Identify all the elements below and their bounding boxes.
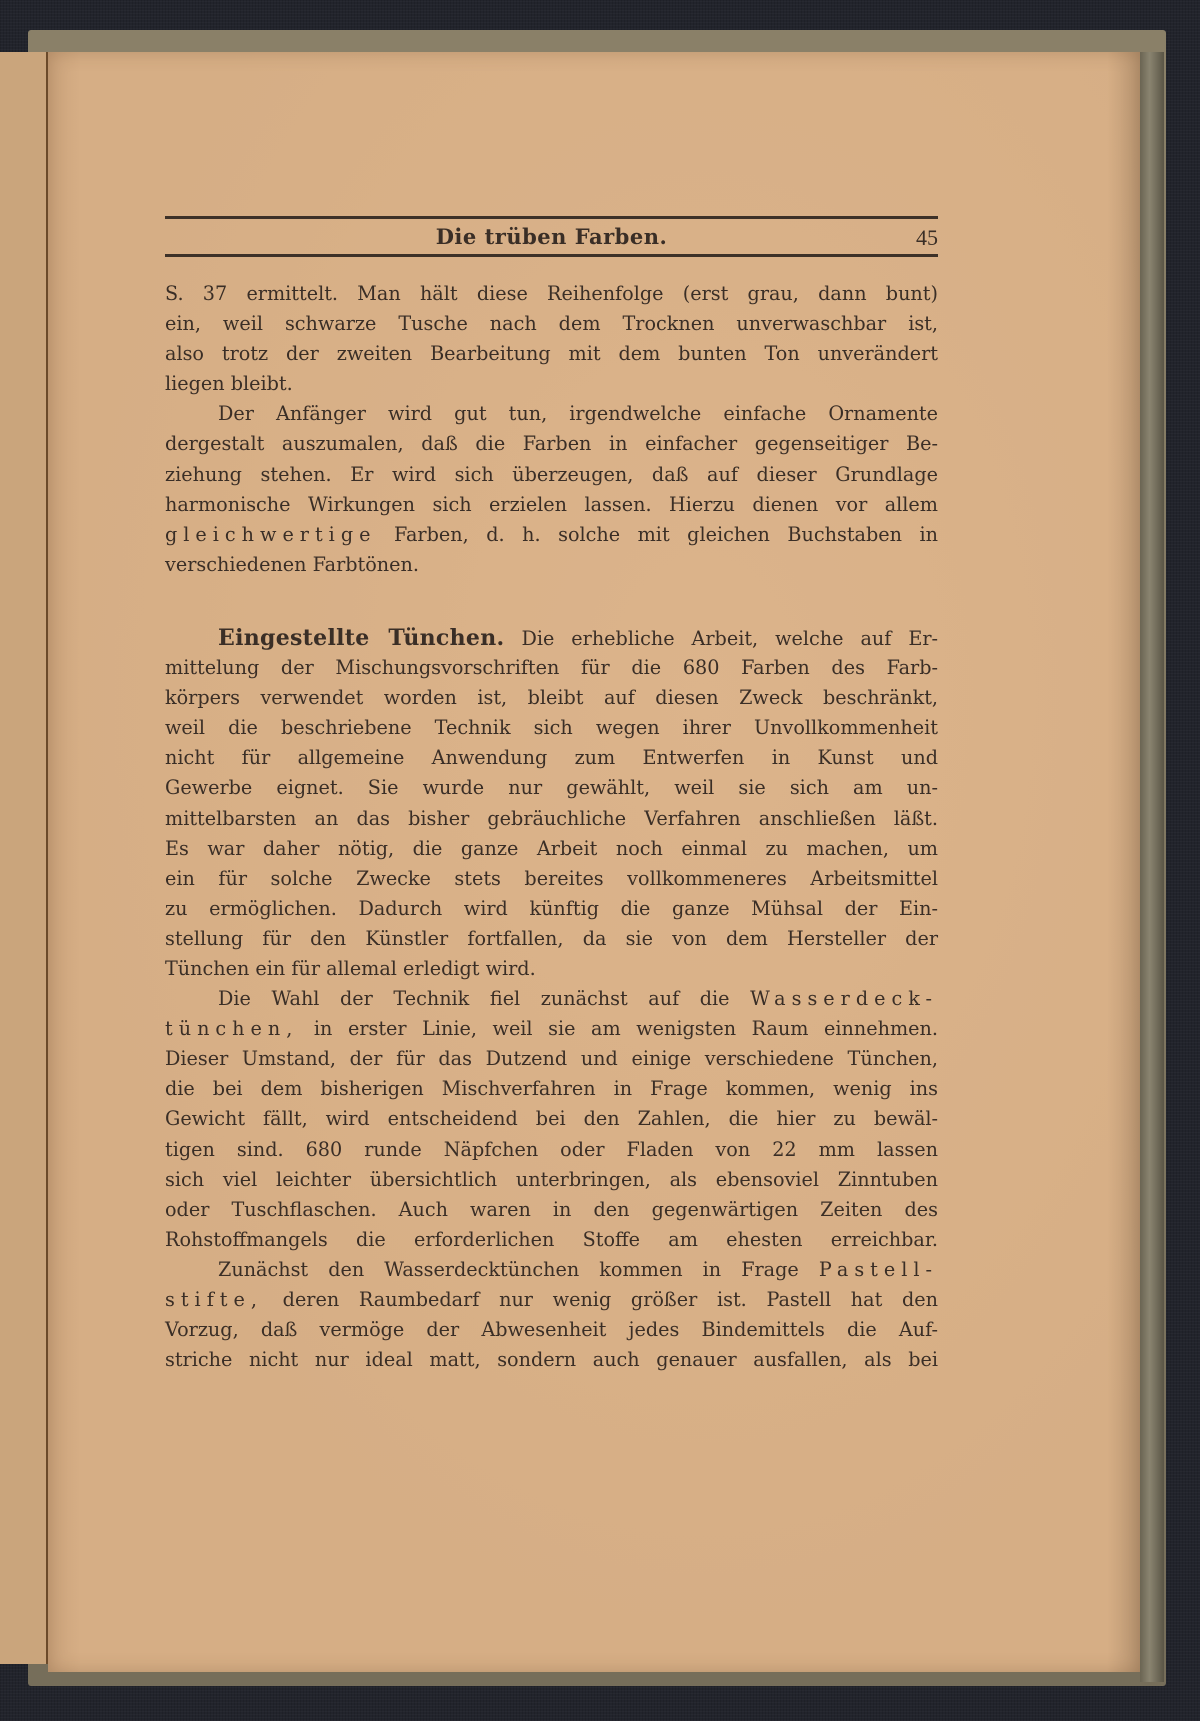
text-line — [165, 623, 938, 653]
emphasis-spaced: tünchen, — [165, 1017, 299, 1041]
text-line: striche nicht nur ideal matt, sondern auch genauer ausfallen, als bei — [165, 1348, 938, 1372]
text-run: Die erhebliche Arbeit, welche auf Er- — [521, 626, 938, 650]
text-line — [165, 1014, 938, 1044]
header-rule-top — [165, 216, 938, 219]
text-line: die bei dem bisherigen Mischverfahren in Frage kommen, wenig ins — [165, 1077, 938, 1101]
text-line: also trotz der zweiten Bearbeitung mit dem bunten Ton unverändert — [165, 342, 938, 366]
text-line: mittelbarsten an das bisher gebräuchliche Verfahren anschließen läßt. — [165, 806, 938, 830]
text-line — [165, 520, 938, 550]
paragraph — [165, 279, 938, 399]
text-line: Vorzug, daß vermöge der Abwesenheit jedes Bindemittels die Auf- — [165, 1318, 938, 1342]
text-line: zu ermöglichen. Dadurch wird künftig die ganze Mühsal der Ein- — [165, 896, 938, 920]
paragraph — [165, 399, 938, 580]
text-line: ziehung stehen. Er wird sich überzeugen, daß auf dieser Grundlage — [165, 462, 938, 486]
text-line: S. 37 ermittelt. Man hält diese Reihenfolge (erst grau, dann bunt) — [165, 282, 938, 305]
text-line: dergestalt auszumalen, daß die Farben in einfacher gegenseitiger Be- — [165, 432, 938, 456]
text-line — [165, 1285, 938, 1315]
text-line: Tünchen ein für allemal erledigt wird. — [165, 956, 536, 980]
text-line: Es war daher nötig, die ganze Arbeit noch einmal zu machen, um — [165, 836, 938, 860]
text-run: Zunächst den Wasserdecktünchen kommen in Frage — [218, 1257, 799, 1281]
text-line: stellung für den Künstler fortfallen, da sie von dem Hersteller der — [165, 926, 938, 950]
text-run: in erster Linie, weil sie am wenigsten Raum einnehmen. — [313, 1017, 938, 1041]
emphasis-spaced: Wasserdeck- — [750, 987, 938, 1011]
emphasis-spaced: gleichwertige — [165, 522, 377, 546]
text-line: ein, weil schwarze Tusche nach dem Trocknen unverwaschbar ist, — [165, 312, 938, 336]
paragraph — [165, 984, 938, 1255]
section-heading: Eingestellte Tünchen. — [218, 624, 505, 651]
text-line: verschiedenen Farbtönen. — [165, 552, 419, 576]
emphasis-spaced: stifte, — [165, 1288, 263, 1311]
running-head-title: Die trüben Farben. — [435, 224, 668, 249]
text-line: Dieser Umstand, der für das Dutzend und einige verschiedene Tünchen, — [165, 1047, 938, 1071]
text-line: Gewicht fällt, wird entscheidend bei den Zahlen, die hier zu bewäl- — [165, 1107, 938, 1131]
text-line: sich viel leichter übersichtlich unterbringen, als ebensoviel Zinntuben — [165, 1167, 938, 1191]
running-head — [165, 216, 938, 258]
text-line: Der Anfänger wird gut tun, irgendwelche einfache Ornamente — [218, 402, 938, 426]
page-stack-edge — [1140, 52, 1164, 1682]
header-rule-bottom — [165, 254, 938, 257]
text-line — [165, 1255, 938, 1285]
section-spacing — [165, 580, 938, 623]
text-line: tigen sind. 680 runde Näpfchen oder Fladen von 22 mm lassen — [165, 1137, 938, 1161]
text-line: nicht für allgemeine Anwendung zum Entwerfen in Kunst und — [165, 746, 938, 770]
text-line — [165, 984, 938, 1014]
text-line: oder Tuschflaschen. Auch waren in den gegenwärtigen Zeiten des — [165, 1197, 938, 1221]
text-line: körpers verwendet worden ist, bleibt auf diesen Zweck beschränkt, — [165, 686, 938, 710]
body-text — [165, 279, 938, 1375]
text-line: liegen bleibt. — [165, 372, 293, 396]
text-line: Gewerbe eignet. Sie wurde nur gewählt, weil sie sich am un- — [165, 776, 938, 800]
text-line: Rohstoffmangels die erforderlichen Stoffe am ehesten erreichbar. — [165, 1227, 938, 1251]
text-line: weil die beschriebene Technik sich wegen ihrer Unvollkommenheit — [165, 716, 938, 740]
text-run: Farben, d. h. solche mit gleichen Buchstaben in — [393, 522, 938, 546]
text-run: Die Wahl der Technik fiel zunächst auf die — [218, 987, 730, 1011]
emphasis-spaced: Pastell- — [818, 1257, 938, 1281]
paragraph — [165, 1255, 938, 1375]
text-line: mittelung der Mischungsvorschriften für die 680 Farben des Farb- — [165, 656, 938, 680]
page-number: 45 — [916, 225, 938, 250]
paragraph — [165, 623, 938, 984]
text-line: harmonische Wirkungen sich erzielen lassen. Hierzu dienen vor allem — [165, 492, 938, 516]
left-page-edge — [0, 52, 49, 1664]
text-run: deren Raumbedarf nur wenig größer ist. Pastell hat den — [282, 1288, 938, 1311]
text-line: ein für solche Zwecke stets bereites vollkommeneres Arbeitsmittel — [165, 866, 938, 890]
